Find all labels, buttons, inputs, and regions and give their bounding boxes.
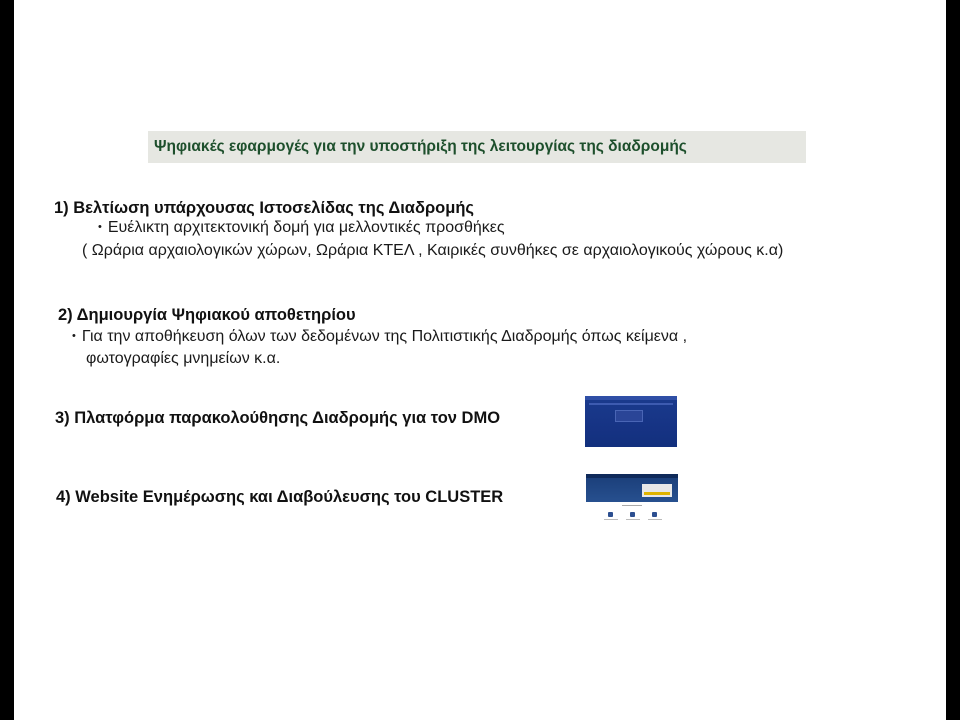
item-1-bullet-text: Ευέλικτη αρχιτεκτονική δομή για μελλοντικές προσθήκες [107,219,505,236]
slide [14,0,946,720]
item-2-bullet-text: Για την αποθήκευση όλων των δεδομένων της Πολιτιστικής Διαδρομής όπως κείμενα , [81,328,688,345]
dmo-platform-thumbnail [585,396,677,447]
item-4-heading: 4) Website Ενημέρωσης και Διαβούλευσης του CLUSTER [56,488,504,506]
slide-title: Ψηφιακές εφαρμογές για την υποστήριξη της λειτουργίας της διαδρομής [154,138,687,155]
bullet-icon: • [72,330,76,342]
item-2-heading: 2) Δημιουργία Ψηφιακού αποθετηρίου [58,306,356,324]
item-3-heading: 3) Πλατφόρμα παρακολούθησης Διαδρομής για τον DMO [55,409,501,427]
item-1-heading: 1) Βελτίωση υπάρχουσας Ιστοσελίδας της Διαδρομής [54,199,475,217]
bullet-icon: • [98,221,102,233]
cluster-website-thumbnail [586,474,678,526]
item-1-note: ( Ωράρια αρχαιολογικών χώρων, Ωράρια ΚΤΕΛ , Καιρικές συνθήκες σε αρχαιολογικούς χώρους κ.α) [82,242,784,259]
item-1-bullet [98,219,505,237]
item-2-bullet [72,328,687,346]
item-2-bullet-continued: φωτογραφίες μνημείων κ.α. [86,350,281,367]
